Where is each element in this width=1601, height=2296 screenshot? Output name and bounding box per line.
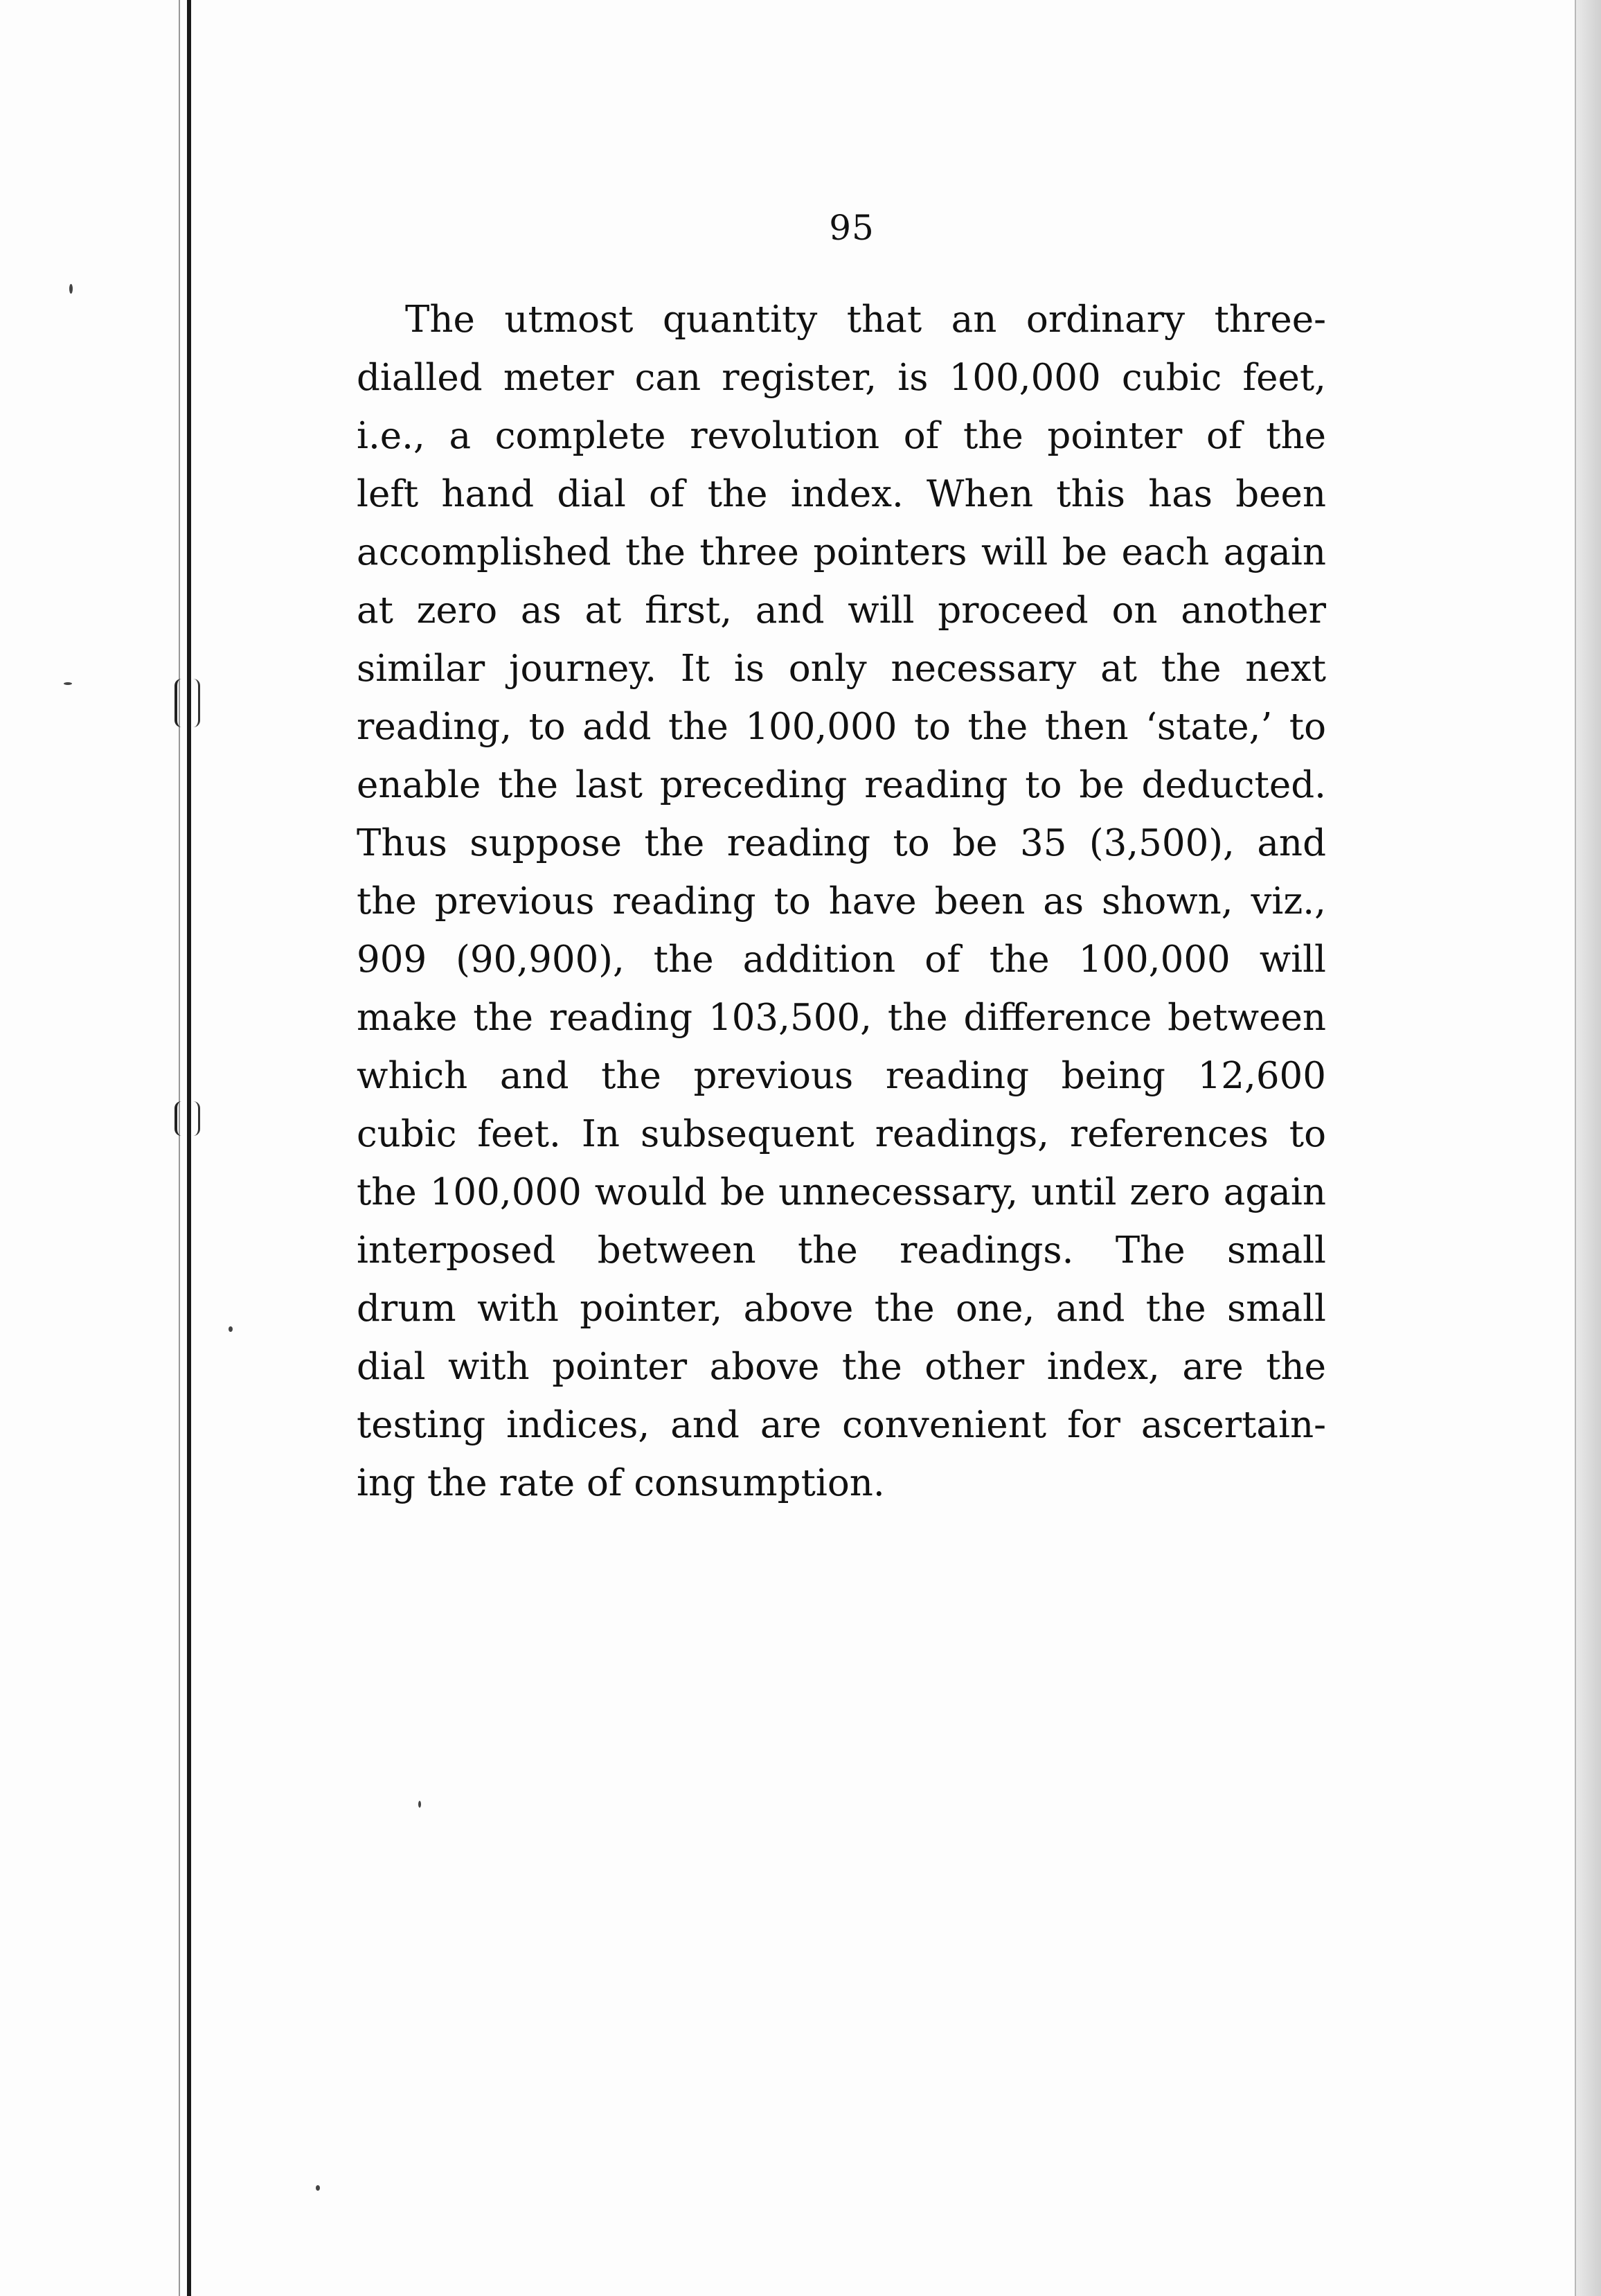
binding-shadow-line xyxy=(179,0,180,2296)
text-line: drum with pointer, above the one, and the small xyxy=(357,1288,1326,1330)
text-line: dialled meter can register, is 100,000 cubic feet, xyxy=(357,357,1326,399)
scan-speck xyxy=(229,1326,233,1332)
text-line: similar journey. It is only necessary at the next xyxy=(357,648,1326,690)
scan-speck xyxy=(418,1801,421,1808)
text-line: testing indices, and are convenient for ascertain- xyxy=(357,1404,1326,1446)
text-line: reading, to add the 100,000 to the then ‘state,’ to xyxy=(357,706,1326,748)
text-line: the previous reading to have been as shown, viz., xyxy=(357,880,1326,923)
text-line: interposed between the readings. The small xyxy=(357,1229,1326,1272)
text-line: left hand dial of the index. When this has been xyxy=(357,473,1326,515)
text-line: make the reading 103,500, the difference between xyxy=(357,997,1326,1039)
scan-speck xyxy=(316,2185,320,2191)
text-line: i.e., a complete revolution of the pointer of the xyxy=(357,415,1326,457)
text-line: 909 (90,900), the addition of the 100,000 will xyxy=(357,938,1326,981)
text-line: enable the last preceding reading to be deducted. xyxy=(357,764,1326,806)
text-line: the 100,000 would be unnecessary, until zero again xyxy=(357,1171,1326,1213)
scan-speck xyxy=(69,284,73,294)
text-line: The utmost quantity that an ordinary three- xyxy=(405,299,1326,341)
text-line: cubic feet. In subsequent readings, references to xyxy=(357,1113,1326,1155)
text-line: Thus suppose the reading to be 35 (3,500), and xyxy=(357,822,1326,864)
text-line: at zero as at first, and will proceed on another xyxy=(357,589,1326,632)
binding-clip-mark xyxy=(175,1101,200,1136)
scan-speck xyxy=(64,682,72,685)
text-line: dial with pointer above the other index, are the xyxy=(357,1346,1326,1388)
binding-clip-mark xyxy=(175,679,200,727)
body-paragraph xyxy=(357,291,1326,1513)
text-line: accomplished the three pointers will be each again xyxy=(357,531,1326,573)
text-line: ing the rate of consumption. xyxy=(357,1462,885,1504)
text-line: which and the previous reading being 12,600 xyxy=(357,1055,1326,1097)
binding-line xyxy=(187,0,191,2296)
page-number: 95 xyxy=(829,208,875,248)
page-edge-shadow xyxy=(1576,0,1601,2296)
